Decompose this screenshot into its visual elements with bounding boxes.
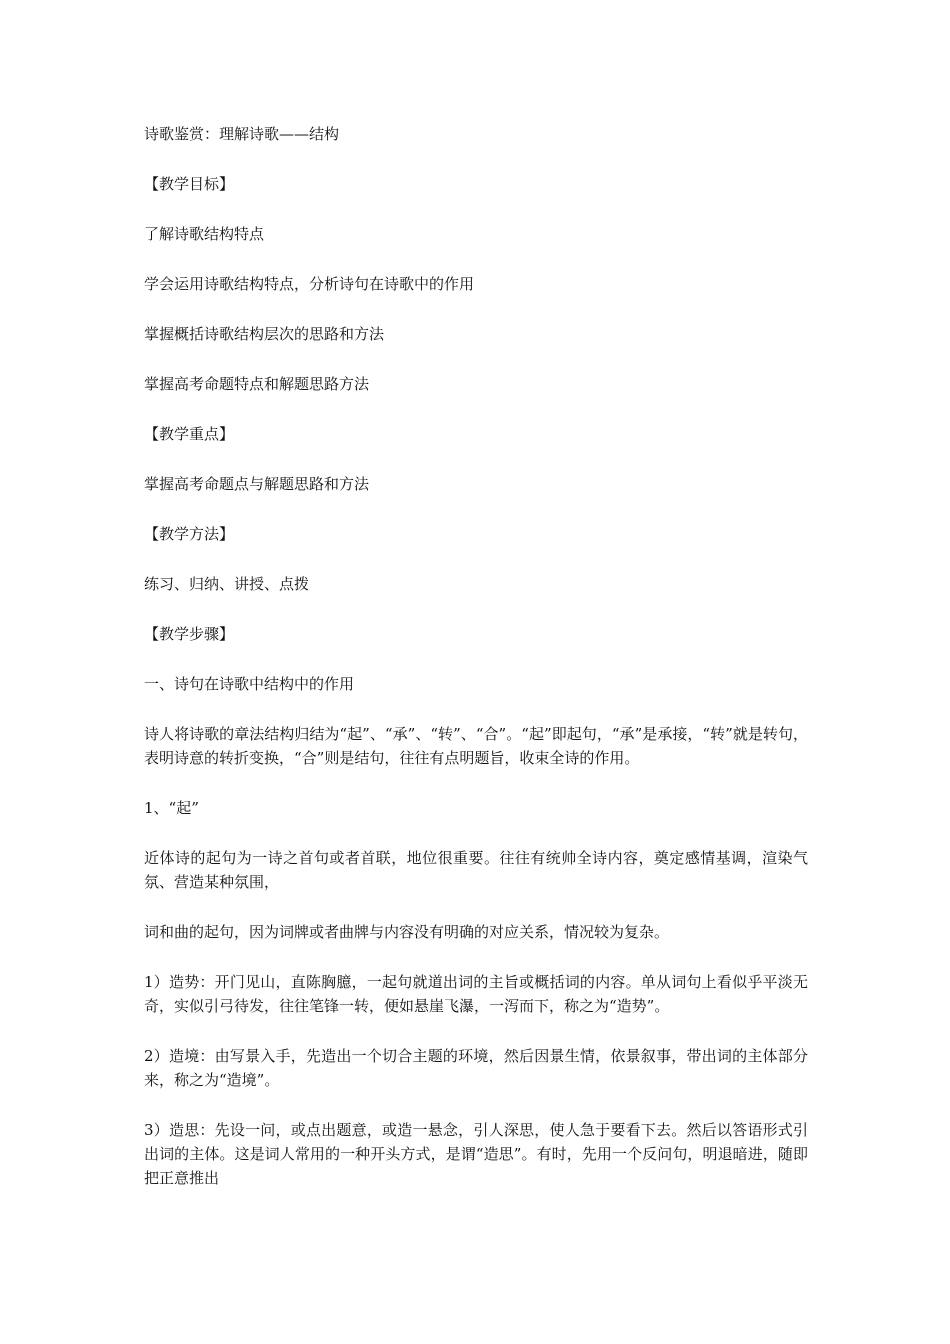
list-item-zaojing: 2）造境：由写景入手，先造出一个切合主题的环境，然后因景生情，依景叙事，带出词的主体部分来，称之为“造境”。: [144, 1047, 808, 1089]
goal-item: 了解诗歌结构特点: [144, 225, 265, 243]
subheading-qi: 1、“起”: [144, 799, 199, 817]
body-paragraph: 诗人将诗歌的章法结构归结为“起”、“承”、“转”、“合”。“起”即起句，“承”是承接，“转”就是转句，表明诗意的转折变换，“合”则是结句，往往有点明题旨，收束全诗的作用。: [144, 725, 808, 767]
list-item-zaoshi: 1）造势：开门见山，直陈胸臆，一起句就道出词的主旨或概括词的内容。单从词句上看似乎平淡无奇，实似引弓待发，往往笔锋一转，便如悬崖飞瀑，一泻而下，称之为“造势”。: [144, 973, 808, 1015]
document-title: 诗歌鉴赏：理解诗歌——结构: [144, 125, 340, 143]
body-paragraph: 词和曲的起句，因为词牌或者曲牌与内容没有明确的对应关系，情况较为复杂。: [144, 923, 670, 941]
body-paragraph: 近体诗的起句为一诗之首句或者首联，地位很重要。往往有统帅全诗内容，奠定感情基调，渲染气氛、营造某种氛围，: [144, 849, 808, 891]
key-point-item: 掌握高考命题点与解题思路和方法: [144, 475, 370, 493]
section-heading-key-points: 【教学重点】: [144, 425, 235, 443]
section-heading-steps: 【教学步骤】: [144, 625, 235, 643]
section-heading-methods: 【教学方法】: [144, 525, 235, 543]
section-heading-teaching-goals: 【教学目标】: [144, 175, 235, 193]
list-item-zaosi: 3）造思：先设一问，或点出题意，或造一悬念，引人深思，使人急于要看下去。然后以答语形式引出词的主体。这是词人常用的一种开头方式，是谓“造思”。有时，先用一个反问句，明退暗进，随即把正意推出: [144, 1121, 808, 1187]
goal-item: 掌握高考命题特点和解题思路方法: [144, 375, 370, 393]
document-body: [144, 122, 808, 1216]
goal-item: 学会运用诗歌结构特点，分析诗句在诗歌中的作用: [144, 275, 475, 293]
methods-item: 练习、归纳、讲授、点拨: [144, 575, 310, 593]
goal-item: 掌握概括诗歌结构层次的思路和方法: [144, 325, 385, 343]
subheading-structure-role: 一、诗句在诗歌中结构中的作用: [144, 675, 355, 693]
